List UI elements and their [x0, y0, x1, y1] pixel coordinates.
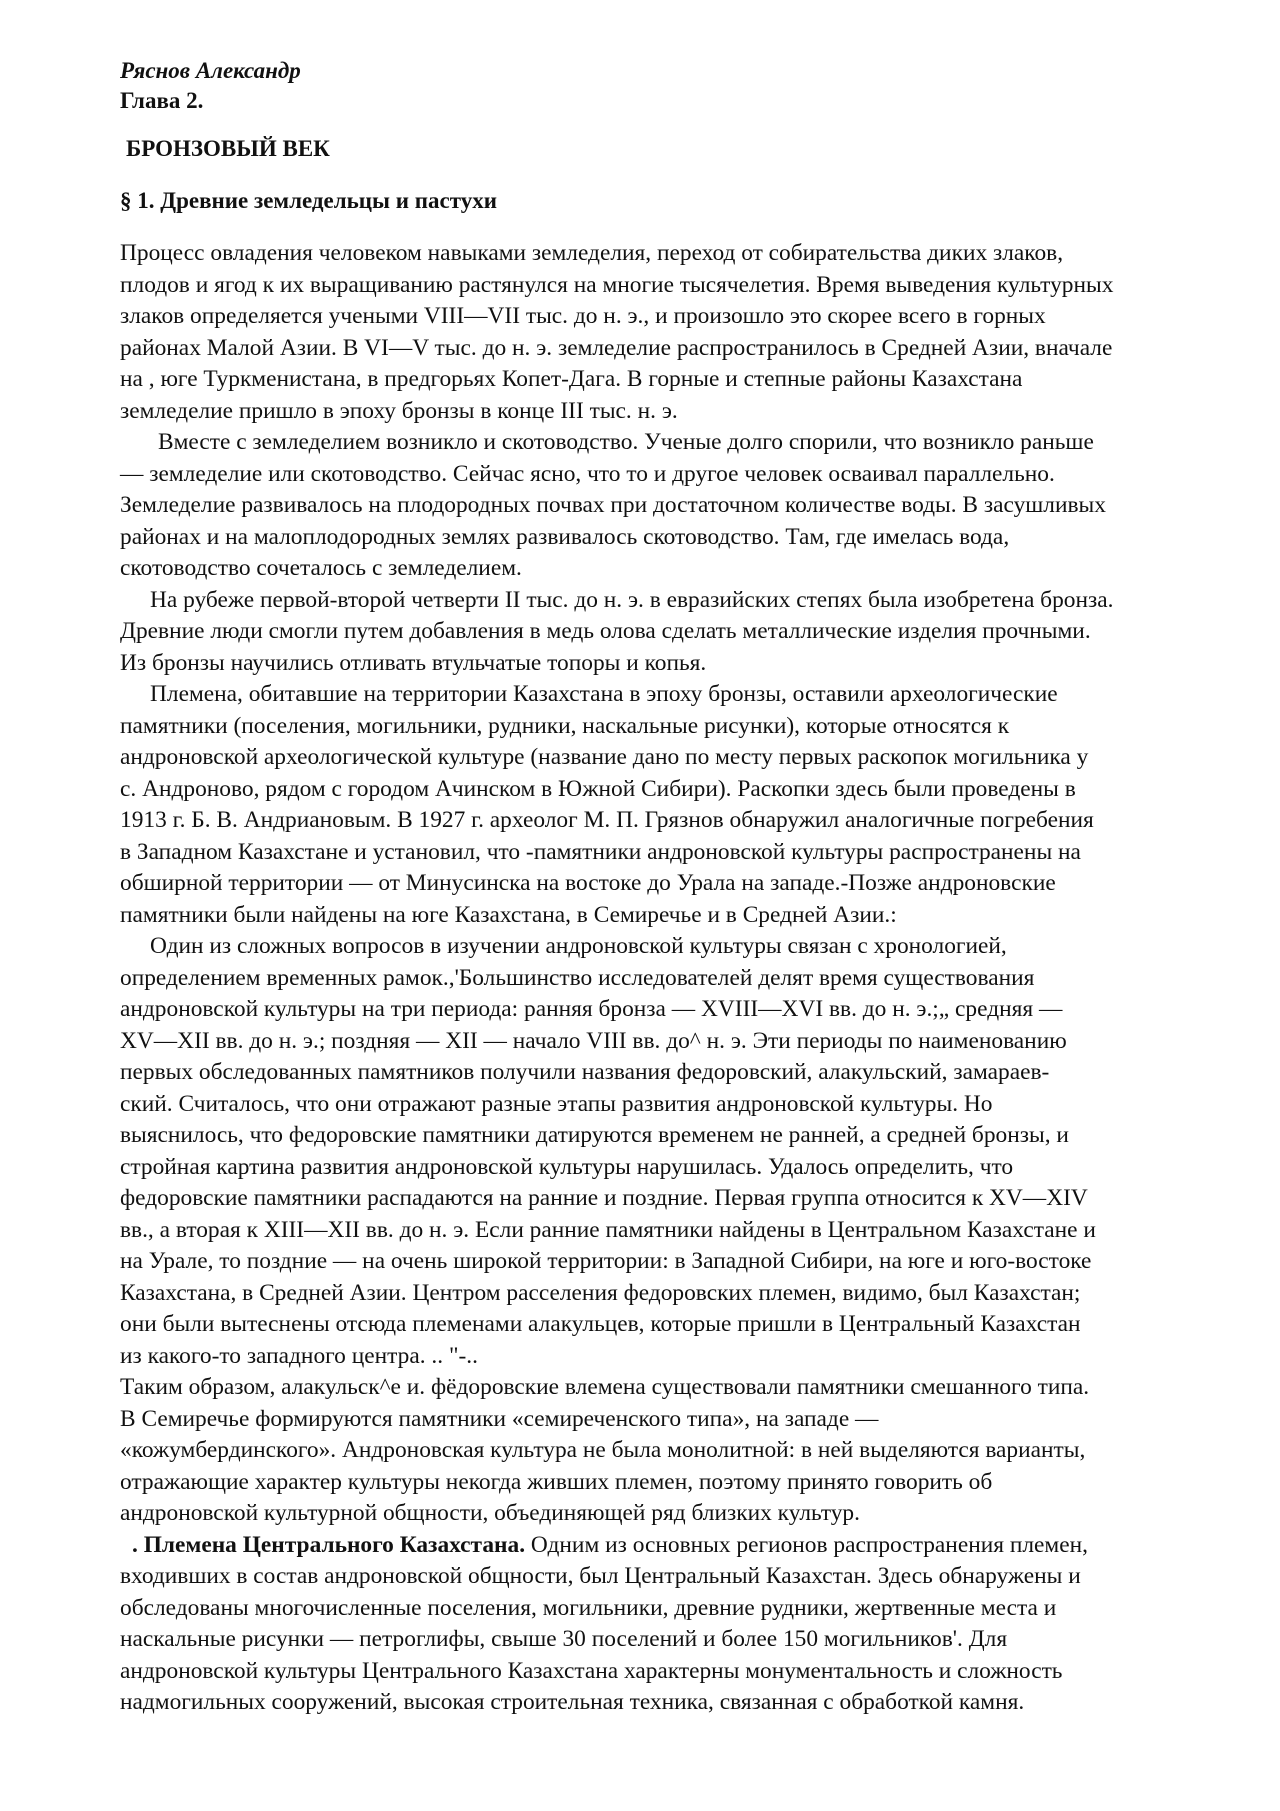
text-line: андроновской культуры Центрального Казахстана характерны монументальность и сложность	[120, 1657, 1063, 1684]
text-line: на , юге Туркменистана, в предгорьях Копет-Дага. В горные и степные районы Казахстана	[120, 366, 1023, 392]
text-line: Процесс овладения человеком навыками земледелия, переход от собирательства диких злаков,	[120, 240, 1064, 266]
text-line: в Западном Казахстане и установил, что -памятники андроновской культуры распространены на	[120, 838, 1081, 865]
text-line: памятники были найдены на юге Казахстана, в Семиречье и в Средней Азии.:	[120, 901, 897, 928]
text-line: Вместе с земледелием возникло и скотоводство. Ученые долго спорили, что возникло раньше	[158, 429, 1094, 455]
text-line: ский. Считалось, что они отражают разные этапы развития андроновской культуры. Но	[120, 1090, 993, 1117]
text-line: XV—XII вв. до н. э.; поздняя — XII — начало VIII вв. до^ н. э. Эти периоды по наименованию	[120, 1027, 1067, 1054]
text-line: Племена, обитавшие на территории Казахстана в эпоху бронзы, оставили археологические	[150, 681, 1058, 707]
text-line: определением временных рамок.,'Большинство исследователей делят время существования	[120, 964, 1035, 991]
text-line: 1913 г. Б. В. Андриановым. В 1927 г. археолог М. П. Грязнов обнаружил аналогичные погребения	[120, 807, 1094, 833]
text-line: первых обследованных памятников получили названия федоровский, алакульский, замараев-	[120, 1059, 1050, 1085]
document-page	[120, 56, 1220, 1719]
tribes-paragraph-first-line	[120, 1530, 1220, 1562]
text-line: Из бронзы научились отливать втульчатые топоры и копья.	[120, 649, 707, 676]
text-line: они были вытеснены отсюда племенами алакульцев, которые пришли в Центральный Казахстан	[120, 1311, 1081, 1337]
text-line: стройная картина развития андроновской культуры нарушилась. Удалось определить, что	[120, 1153, 1014, 1180]
text-line: выяснилось, что федоровские памятники датируются временем не ранней, а средней бронзы, и	[120, 1122, 1069, 1148]
text-line: земледелие пришло в эпоху бронзы в конце III тыс. н. э.	[120, 397, 678, 424]
text-line: злаков определяется учеными VIII—VII тыс. до н. э., и произошло это скорее всего в горных	[120, 303, 1046, 329]
text-line: «кожумбердинского». Андроновская культура не была монолитной: в ней выделяются варианты,	[120, 1437, 1086, 1463]
text-line: андроновской культуры на три периода: ранняя бронза — XVIII—XVI вв. до н. э.;„ средняя —	[120, 996, 1063, 1022]
text-line: обследованы многочисленные поселения, могильники, древние рудники, жертвенные места и	[120, 1594, 1057, 1621]
text-line: из какого-то западного центра. .. "-..	[120, 1342, 478, 1369]
text-line: В Семиречье формируются памятники «семиреченского типа», на западе —	[120, 1405, 879, 1432]
text-line: андроновской археологической культуре (название дано по месту первых раскопок могильника у	[120, 744, 1089, 770]
author-name: Ряснов Александр	[120, 58, 301, 83]
text-line: с. Андроново, рядом с городом Ачинском в Южной Сибири). Раскопки здесь были проведены в	[120, 775, 1076, 802]
text-line: андроновской культурной общности, объединяющей ряд близких культур.	[120, 1500, 860, 1526]
text-line: вв., а вторая к XIII—XII вв. до н. э. Если ранние памятники найдены в Центральном Казахстане и	[120, 1216, 1096, 1243]
tribes-heading: . Племена Центрального Казахстана.	[132, 1531, 526, 1558]
text-line: Земледелие развивалось на плодородных почвах при достаточном количестве воды. В засушливых	[120, 492, 1106, 518]
text-line: Один из сложных вопросов в изучении андроновской культуры связан с хронологией,	[150, 933, 1007, 959]
text-line: плодов и ягод к их выращиванию растянулся на многие тысячелетия. Время выведения культурных	[120, 271, 1114, 298]
text-line: На рубеже первой-второй четверти II тыс. до н. э. в евразийских степях была изобретена бронза.	[150, 586, 1114, 613]
section-title: БРОНЗОВЫЙ ВЕК	[126, 136, 330, 161]
text-line: районах Малой Азии. В VI—V тыс. до н. э. земледелие распространилось в Средней Азии, вначале	[120, 334, 1113, 361]
text-line: скотоводство сочеталось с земледелием.	[120, 555, 522, 581]
text-line: надмогильных сооружений, высокая строительная техника, связанная с обработкой камня.	[120, 1689, 1025, 1715]
chapter-heading: Глава 2.	[120, 88, 204, 113]
text-line: Казахстана, в Средней Азии. Центром расселения федоровских племен, видимо, был Казахстан;	[120, 1279, 1081, 1306]
text-line: памятники (поселения, могильники, рудники, наскальные рисунки), которые относятся к	[120, 712, 1010, 739]
text-line: Одним из основных регионов распространения племен,	[530, 1531, 1088, 1558]
text-line: Древние люди смогли путем добавления в медь олова сделать металлические изделия прочными.	[120, 618, 1091, 644]
text-line: — земледелие или скотоводство. Сейчас ясно, что то и другое человек осваивал параллельно.	[120, 460, 1055, 487]
text-line: наскальные рисунки — петроглифы, свыше 30 поселений и более 150 могильников'. Для	[120, 1626, 1008, 1652]
text-line: отражающие характер культуры некогда живших племен, поэтому принято говорить об	[120, 1468, 993, 1495]
text-line: районах и на малоплодородных землях развивалось скотоводство. Там, где имелась вода,	[120, 523, 1010, 550]
body-text	[120, 238, 1220, 1719]
text-line: входивших в состав андроновской общности, был Центральный Казахстан. Здесь обнаружены и	[120, 1563, 1081, 1589]
text-line: на Урале, то поздние — на очень широкой территории: в Западной Сибири, на юге и юго-востоке	[120, 1248, 1092, 1274]
text-line: Таким образом, алакульск^е и. фёдоровские влемена существовали памятники смешанного типа.	[120, 1374, 1090, 1400]
subsection-title: § 1. Древние земледельцы и пастухи	[120, 188, 497, 213]
text-line: обширной территории — от Минусинска на востоке до Урала на западе.-Позже андроновские	[120, 870, 1056, 896]
text-line: федоровские памятники распадаются на ранние и поздние. Первая группа относится к XV—XIV	[120, 1185, 1088, 1211]
